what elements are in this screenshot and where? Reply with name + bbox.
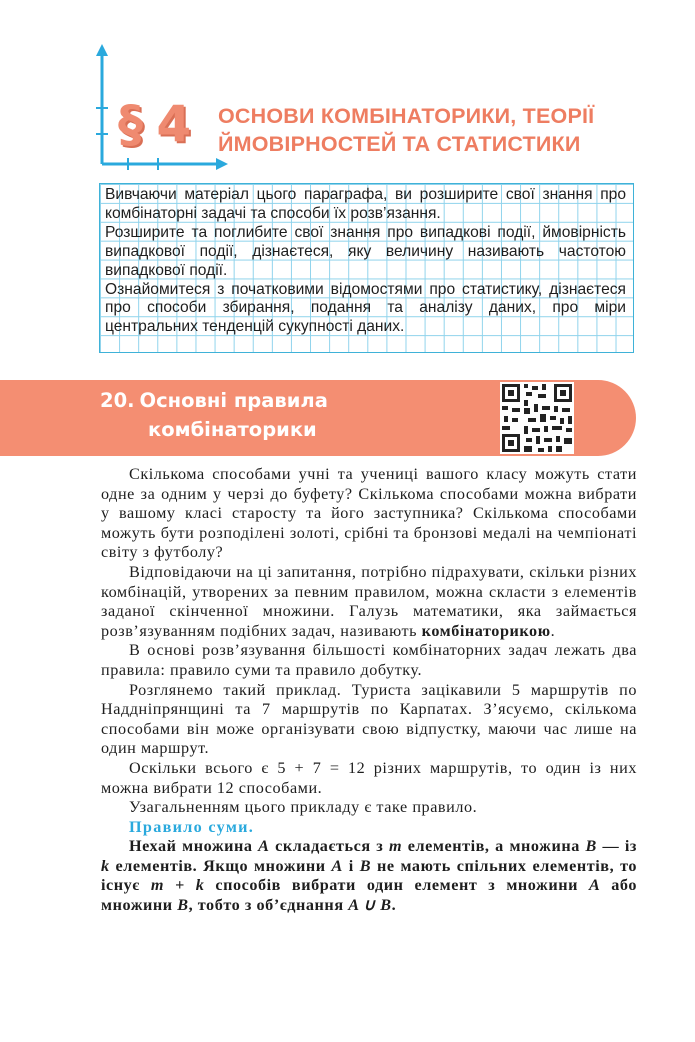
math-var: m bbox=[389, 837, 403, 856]
text-span: не мають спільних елементів, то існує bbox=[101, 856, 638, 895]
math-var: B bbox=[359, 856, 372, 875]
math-expression: A ∪ B bbox=[348, 896, 392, 915]
text-span: . bbox=[391, 896, 397, 915]
body-paragraph: Скількома способами учні та учениці вашого класу можуть стати одне за одним у черзі до буфету? Скількома способами можна вибрати у вашому класі старосту та його заступника? Скількома способами можуть бути розподілені золоті, срібні та бронзові медалі на чемпіонаті світу з футболу? bbox=[101, 465, 637, 562]
key-term: комбінаторикою bbox=[421, 621, 551, 640]
intro-paragraph: Розширите та поглибите свої знання про випадкові події, ймовірність випадкової події, дізнаєтеся, яку величину називають частотою випадкової події. bbox=[105, 223, 626, 279]
text-span: складається з bbox=[269, 837, 389, 856]
body-paragraph: В основі розв’язування більшості комбінаторних задач лежать два правила: правило суми та правило добутку. bbox=[101, 641, 637, 679]
math-var: B bbox=[585, 837, 597, 856]
text-span: . bbox=[550, 621, 556, 640]
math-var: A bbox=[331, 856, 343, 875]
section-title bbox=[218, 102, 658, 158]
body-paragraph: Узагальненням цього прикладу є таке правило. bbox=[129, 798, 478, 817]
text-span: елементів, а множина bbox=[402, 837, 586, 856]
section-number: § 4 bbox=[118, 95, 190, 153]
lesson-title-line: Основні правила bbox=[139, 389, 328, 412]
math-expression: m + k bbox=[150, 876, 205, 895]
math-var: B bbox=[177, 896, 189, 915]
body-paragraph: Розглянемо такий приклад. Туриста зацікавили 5 маршрутів по Наддніпрянщині та 7 маршрутів по Карпатах. З’ясуємо, скількома способами він може організувати свою відпустку, маючи час лише на один маршрут. bbox=[101, 680, 637, 758]
math-var: A bbox=[588, 876, 601, 895]
lesson-number: 20. bbox=[100, 389, 135, 412]
text-span: або множини bbox=[101, 876, 637, 915]
section-title-line: ОСНОВИ КОМБІНАТОРИКИ, ТЕОРІЇ bbox=[218, 104, 595, 128]
text-span: елементів. Якщо множини bbox=[109, 856, 332, 875]
text-span: способів вибрати один елемент з множини bbox=[204, 876, 589, 895]
qr-code-icon[interactable] bbox=[500, 382, 574, 454]
lesson-title bbox=[100, 386, 328, 444]
intro-text bbox=[105, 186, 626, 337]
body-paragraph: Оскільки всього є 5 + 7 = 12 різних маршрутів, то один із них можна вибрати 12 способами. bbox=[101, 758, 637, 797]
math-var: A bbox=[258, 837, 270, 856]
lesson-body bbox=[101, 465, 637, 916]
sum-rule bbox=[101, 837, 637, 915]
text-span: Відповідаючи на ці запитання, потрібно підрахувати, скільки різних комбінацій, утворених за певним правилом, можна скласти з елементів заданої скінченної множини. Галузь математики, яка займається розв’язуванням подібних задач, називають bbox=[101, 562, 637, 640]
text-span: — із bbox=[596, 837, 637, 856]
rule-statement bbox=[101, 837, 637, 915]
lesson-title-line: комбінаторики bbox=[148, 418, 317, 441]
text-span: Нехай множина bbox=[129, 837, 259, 856]
math-var: k bbox=[101, 856, 110, 875]
text-span: і bbox=[342, 856, 360, 875]
section-title-line: ЙМОВІРНОСТЕЙ ТА СТАТИСТИКИ bbox=[218, 132, 581, 156]
intro-paragraph: Ознайомитеся з початковими відомостями про статистику, дізнаєтеся про способи збирання, подання та аналізу даних, про міри центральних тенденцій сукупності даних. bbox=[105, 280, 626, 336]
rule-heading: Правило суми. bbox=[129, 817, 255, 836]
text-span: , тобто з об’єднання bbox=[188, 896, 349, 915]
intro-paragraph: Вивчаючи матеріал цього параграфа, ви розширите свої знання про комбінаторні задачі та способи їх розв’язання. bbox=[105, 186, 626, 222]
body-paragraph bbox=[101, 563, 637, 641]
